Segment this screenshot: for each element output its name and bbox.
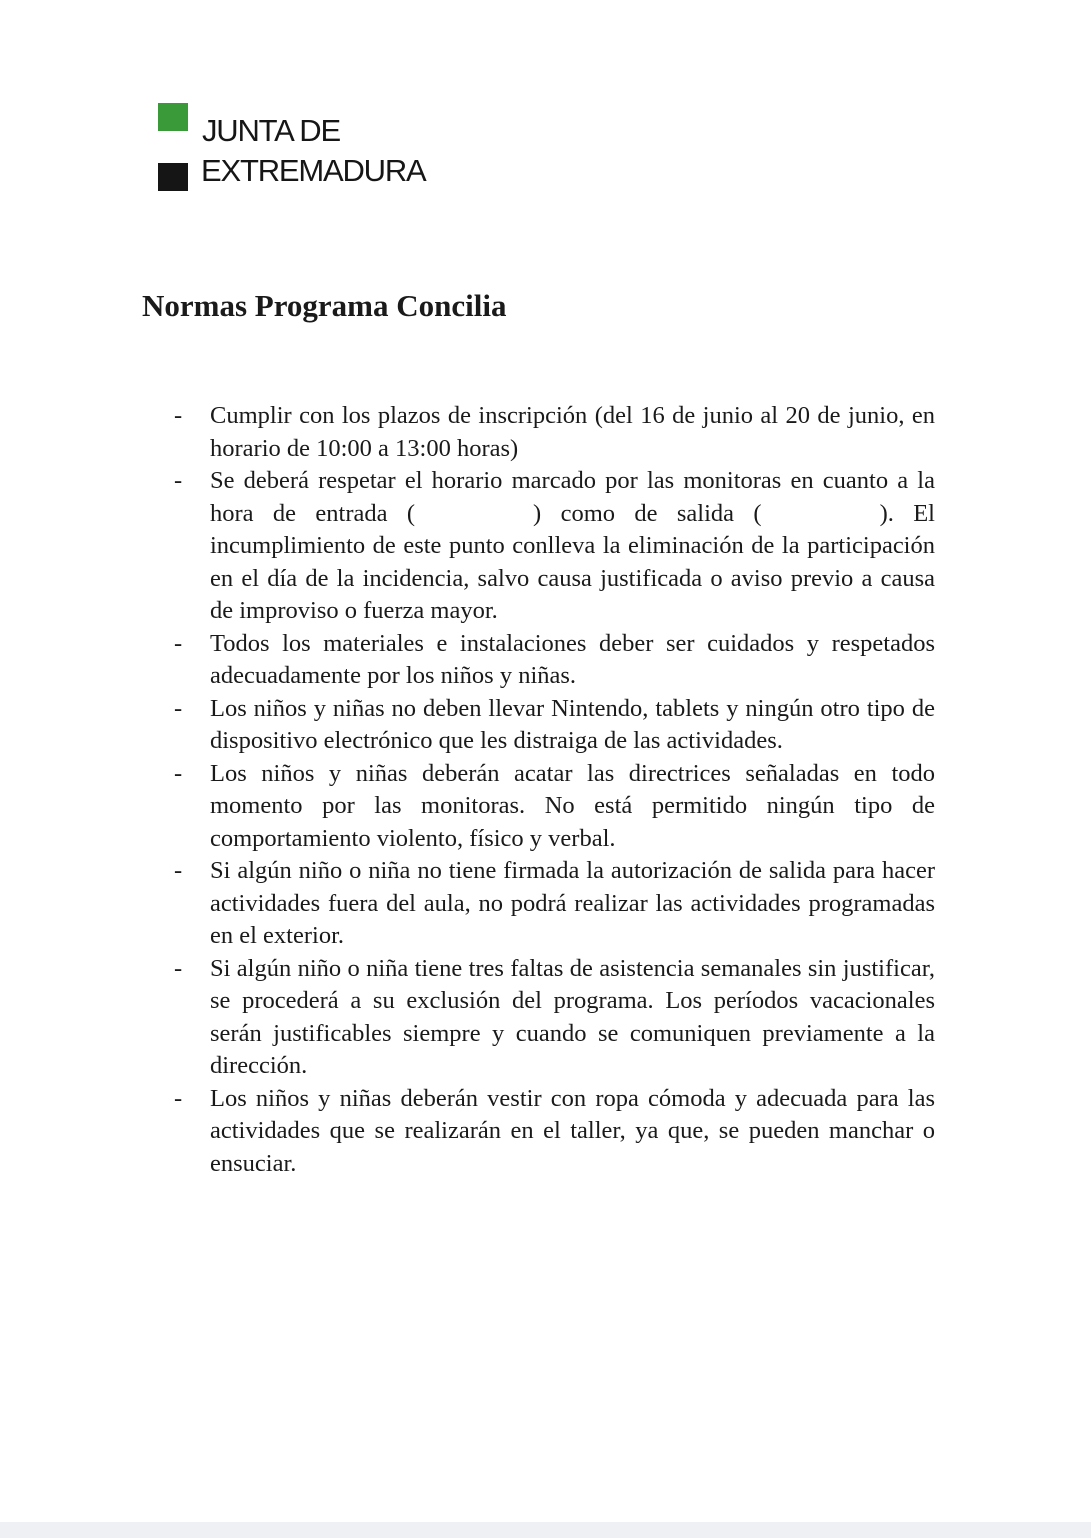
rule-text-before: Se deberá respetar el horario marcado por las monitoras en cuanto a la hora de entrada ( bbox=[210, 467, 935, 527]
bottom-strip bbox=[0, 1522, 1091, 1538]
rule-text-after: ). El incumplimiento de este punto conlleva la eliminación de la participación en el día de la incidencia, salvo causa justificada o aviso previo a causa de improviso o fuerza mayor. bbox=[210, 499, 935, 624]
black-square-icon bbox=[158, 163, 188, 191]
rule-item bbox=[174, 758, 935, 856]
rule-item bbox=[174, 400, 935, 465]
bullet-dash: - bbox=[174, 402, 183, 429]
junta-de-extremadura-logo bbox=[158, 103, 426, 195]
rules-list bbox=[174, 400, 935, 1180]
rule-text: Todos los materiales e instalaciones deber ser cuidados y respetados adecuadamente por los niños y niñas. bbox=[210, 629, 935, 689]
bullet-dash: - bbox=[174, 694, 183, 722]
rule-item bbox=[174, 953, 935, 1083]
bullet-dash: - bbox=[174, 629, 183, 657]
bullet-dash: - bbox=[174, 857, 183, 884]
rule-item bbox=[174, 1083, 935, 1181]
rule-text: Los niños y niñas no deben llevar Nintendo, tablets y ningún otro tipo de dispositivo electrónico que les distraiga de las actividades. bbox=[210, 694, 935, 754]
rule-text: Los niños y niñas deberán acatar las directrices señaladas en todo momento por las monitoras. No está permitido ningún tipo de comportamiento violento, físico y verbal. bbox=[210, 759, 935, 852]
rule-text: Cumplir con los plazos de inscripción (del 16 de junio al 20 de junio, en horario de 10:00 a 13:00 horas) bbox=[210, 402, 935, 462]
rule-text-middle: ) como de salida ( bbox=[533, 499, 762, 527]
rule-text: Si algún niño o niña tiene tres faltas de asistencia semanales sin justificar, se procederá a su exclusión del programa. Los períodos vacacionales serán justificables siempre y cuando se comuniquen previamente a la dirección. bbox=[210, 954, 935, 1079]
rule-item bbox=[174, 465, 935, 628]
rule-text: Los niños y niñas deberán vestir con ropa cómoda y adecuada para las actividades que se realizarán en el taller, ya que, se pueden manchar o ensuciar. bbox=[210, 1084, 935, 1177]
bullet-dash: - bbox=[174, 954, 183, 982]
logo-line-1: JUNTA DE bbox=[202, 113, 340, 148]
rule-item bbox=[174, 628, 935, 693]
rule-item bbox=[174, 693, 935, 758]
rule-text: Si algún niño o niña no tiene firmada la autorización de salida para hacer actividades fuera del aula, no podrá realizar las actividades programadas en el exterior. bbox=[210, 857, 935, 949]
green-square-icon bbox=[158, 103, 188, 131]
bullet-dash: - bbox=[174, 467, 183, 494]
page-title: Normas Programa Concilia bbox=[142, 288, 507, 323]
rule-item bbox=[174, 855, 935, 953]
bullet-dash: - bbox=[174, 1084, 183, 1112]
logo-line-2: EXTREMADURA bbox=[201, 153, 426, 188]
bullet-dash: - bbox=[174, 759, 183, 787]
